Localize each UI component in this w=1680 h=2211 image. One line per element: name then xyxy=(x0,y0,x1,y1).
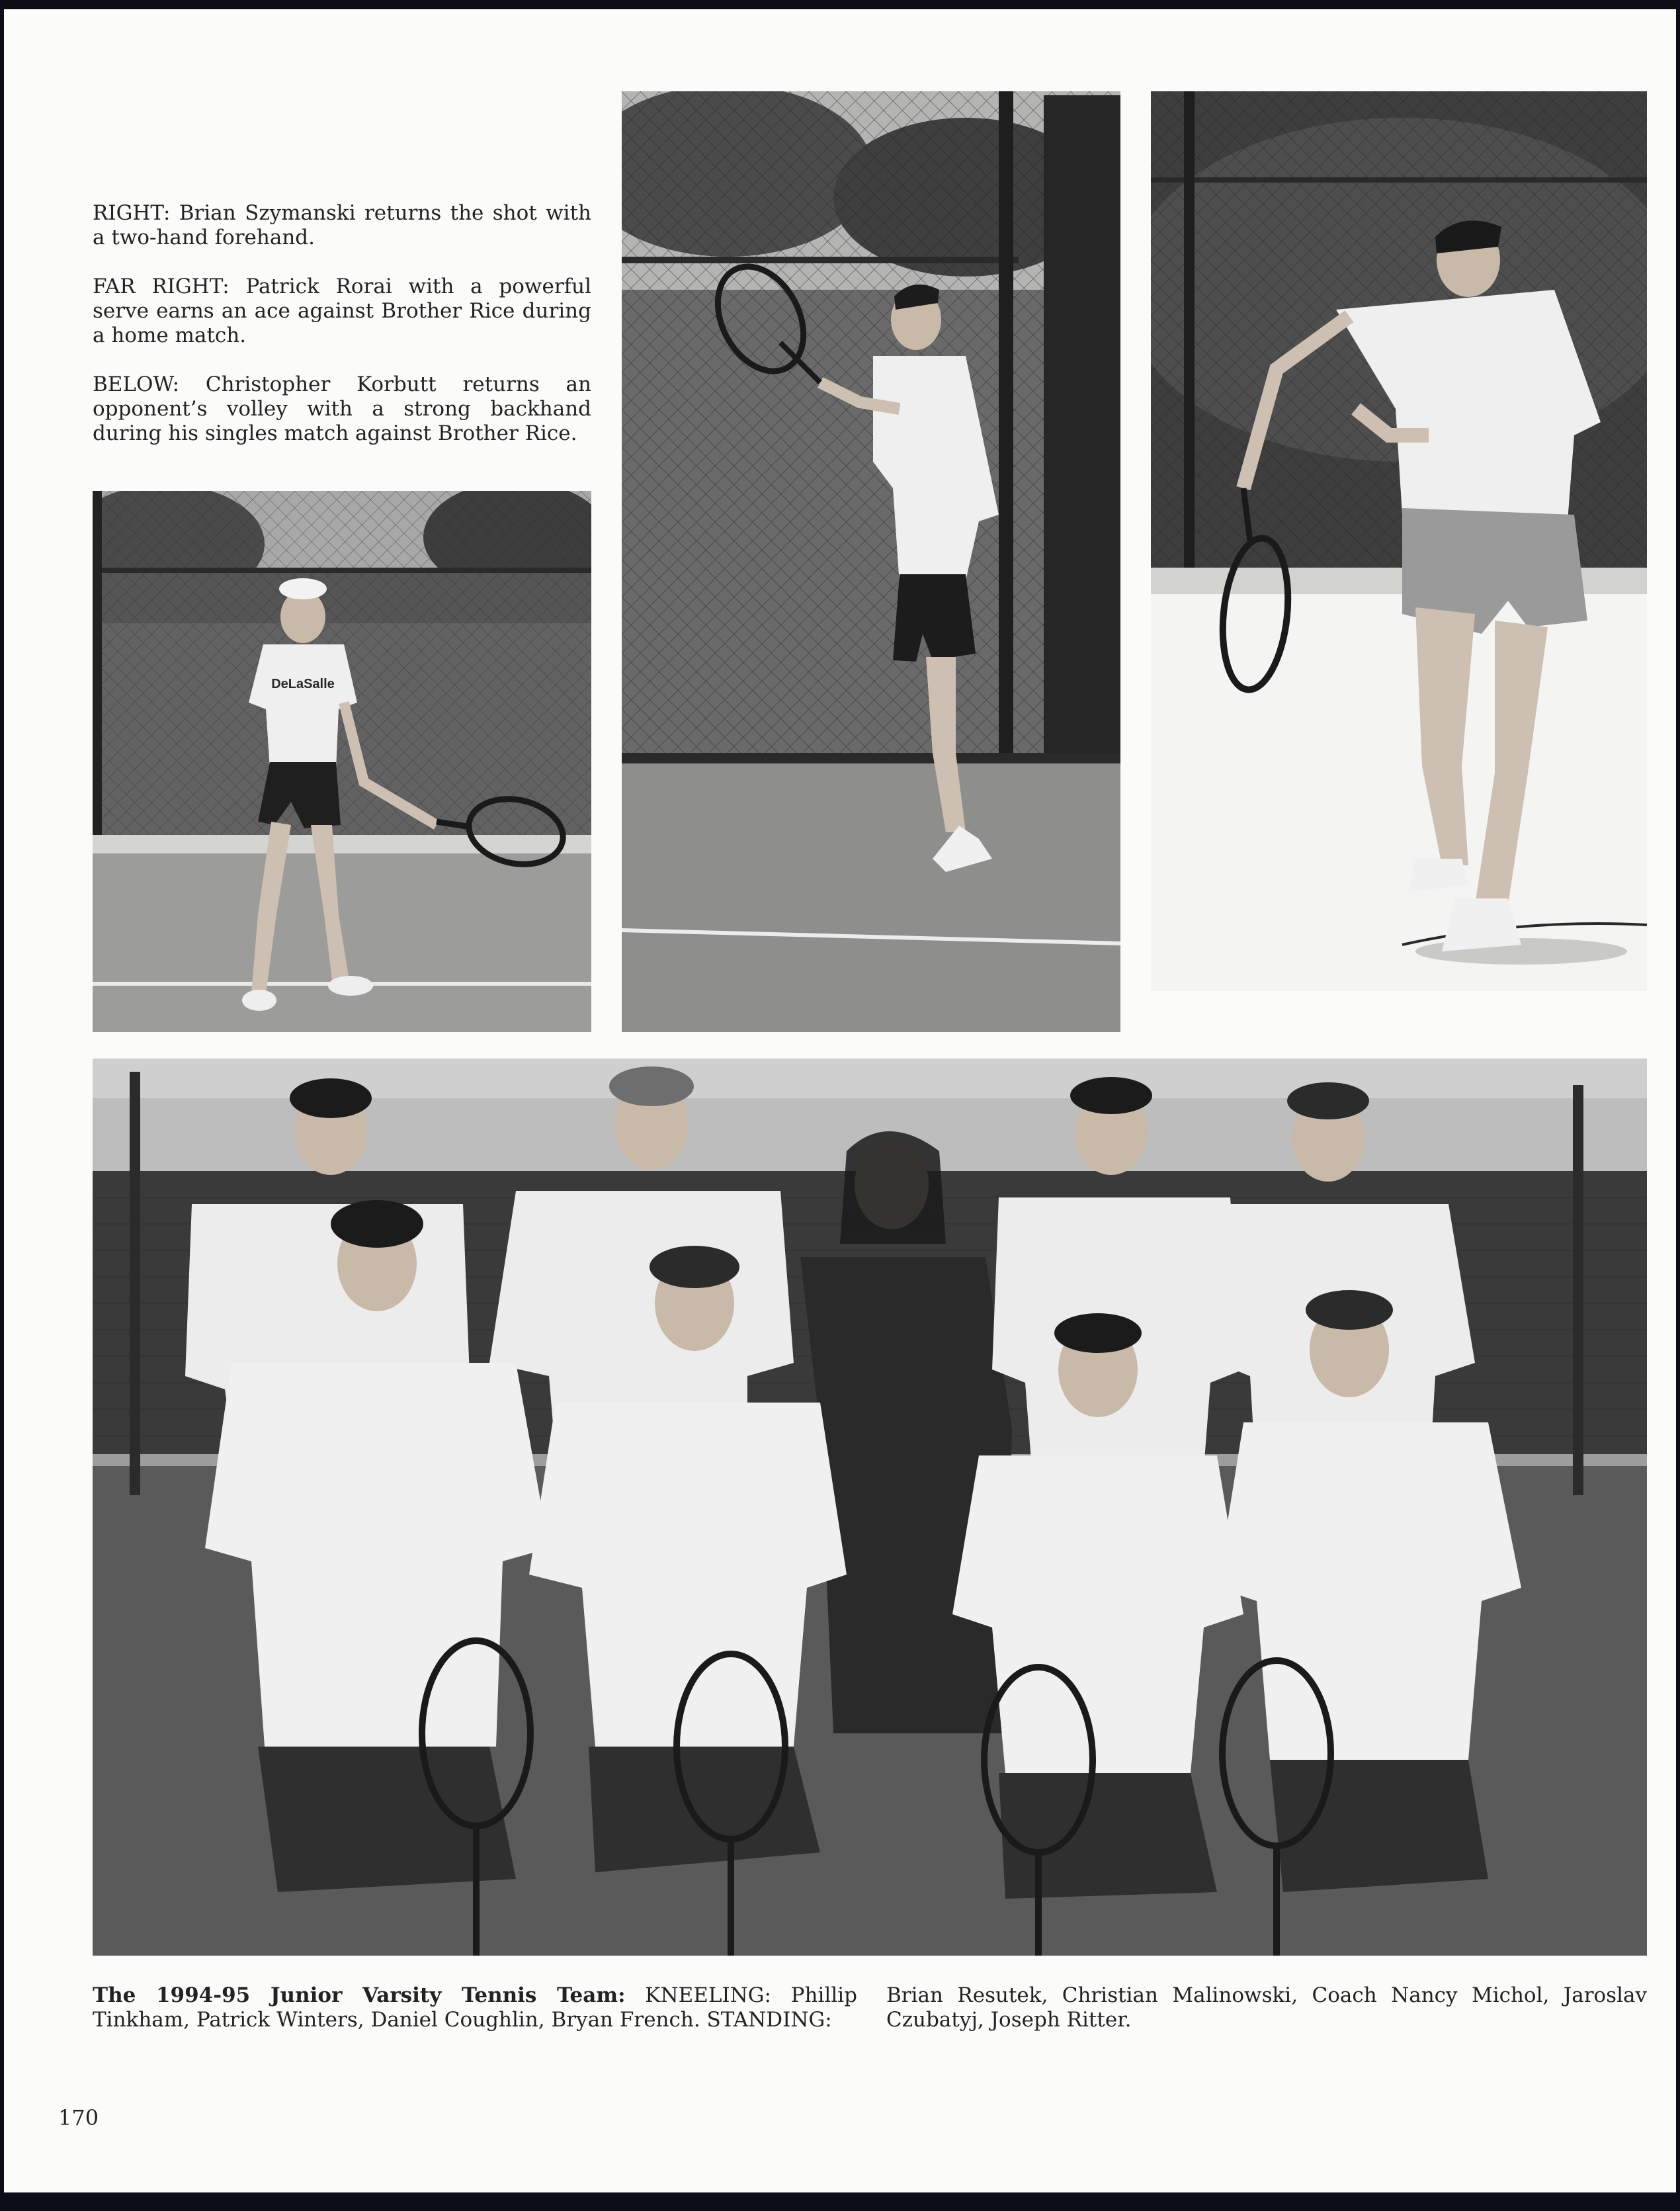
team-caption-title: The 1994-95 Junior Varsity Tennis Team: xyxy=(93,1983,626,2007)
photo-korbutt-backhand xyxy=(93,491,591,1032)
team-caption-col2 xyxy=(886,1983,1647,2032)
yearbook-page xyxy=(4,9,1676,2192)
photo-captions xyxy=(93,201,591,470)
photo-rorai-serve xyxy=(1151,91,1647,991)
caption-below: BELOW: Christopher Korbutt returns an opponent’s volley with a strong backhand during his singles match against Brother Rice. xyxy=(93,372,591,445)
page-number: 170 xyxy=(58,2105,99,2130)
shirt-logo-text: DeLaSalle xyxy=(271,677,335,691)
team-caption-names-part1: KNEELING: Phillip Tinkham, Patrick Winters, Daniel Coughlin, Bryan French. STANDING: xyxy=(93,1983,858,2032)
caption-right: RIGHT: Brian Szymanski returns the shot with a two-hand forehand. xyxy=(93,201,591,249)
photo-szymanski-forehand xyxy=(622,91,1120,1032)
caption-far-right: FAR RIGHT: Patrick Rorai with a powerful serve earns an ace against Brother Rice during a home match. xyxy=(93,275,591,347)
team-caption-col1 xyxy=(93,1983,857,2032)
photo-jv-tennis-team xyxy=(93,1059,1647,1956)
team-caption-names-part2: Brian Resutek, Christian Malinowski, Coach Nancy Michol, Jaroslav Czubatyj, Joseph Ritter. xyxy=(886,1983,1647,2032)
